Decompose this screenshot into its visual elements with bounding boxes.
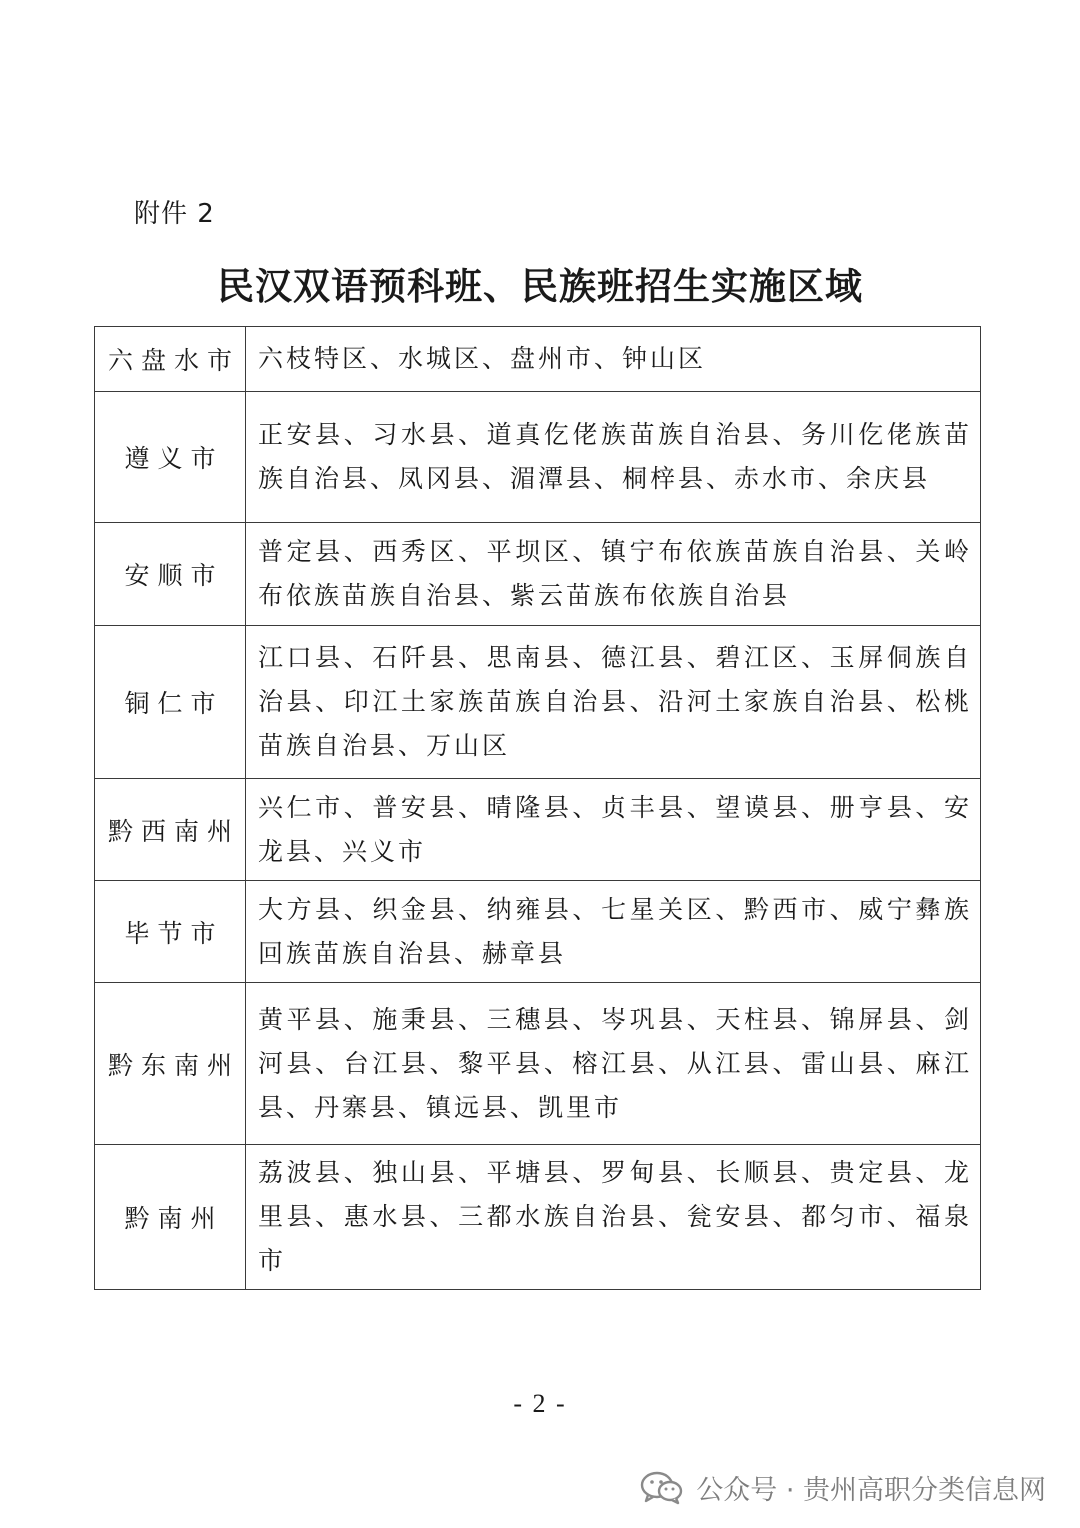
page-number: - 2 -: [513, 1389, 567, 1418]
document-title: 民汉双语预科班、民族班招生实施区域: [217, 264, 863, 308]
city-cell: 铜仁市: [95, 626, 246, 779]
areas-cell: 六枝特区、水城区、盘州市、钟山区: [246, 327, 981, 392]
table-row: [95, 392, 981, 523]
table-row: [95, 626, 981, 779]
city-cell: 黔东南州: [95, 983, 246, 1145]
city-cell: 遵义市: [95, 392, 246, 523]
areas-cell: 江口县、石阡县、思南县、德江县、碧江区、玉屏侗族自治县、印江土家族苗族自治县、沿河土家族自治县、松桃苗族自治县、万山区: [246, 626, 981, 779]
table-row: [95, 779, 981, 881]
city-cell: 六盘水市: [95, 327, 246, 392]
watermark-text: 公众号 · 贵州高职分类信息网: [696, 1475, 1046, 1506]
city-cell: 黔西南州: [95, 779, 246, 881]
areas-cell: 荔波县、独山县、平塘县、罗甸县、长顺县、贵定县、龙里县、惠水县、三都水族自治县、瓮安县、都匀市、福泉市: [246, 1145, 981, 1290]
city-cell: 安顺市: [95, 523, 246, 626]
table-row: [95, 523, 981, 626]
table-row: [95, 327, 981, 392]
city-cell: 黔南州: [95, 1145, 246, 1290]
areas-cell: 兴仁市、普安县、晴隆县、贞丰县、望谟县、册亨县、安龙县、兴义市: [246, 779, 981, 881]
region-table: [94, 326, 981, 1290]
areas-cell: 普定县、西秀区、平坝区、镇宁布依族苗族自治县、关岭布依族苗族自治县、紫云苗族布依族自治县: [246, 523, 981, 626]
areas-cell: 大方县、织金县、纳雍县、七星关区、黔西市、威宁彝族回族苗族自治县、赫章县: [246, 881, 981, 983]
table-row: [95, 881, 981, 983]
city-cell: 毕节市: [95, 881, 246, 983]
wechat-icon: [640, 1470, 684, 1506]
attachment-label: 附件 2: [134, 199, 215, 229]
watermark: [640, 1468, 1046, 1507]
table-row: [95, 983, 981, 1145]
table-row: [95, 1145, 981, 1290]
areas-cell: 黄平县、施秉县、三穗县、岑巩县、天柱县、锦屏县、剑河县、台江县、黎平县、榕江县、从江县、雷山县、麻江县、丹寨县、镇远县、凯里市: [246, 983, 981, 1145]
areas-cell: 正安县、习水县、道真仡佬族苗族自治县、务川仡佬族苗族自治县、凤冈县、湄潭县、桐梓县、赤水市、余庆县: [246, 392, 981, 523]
